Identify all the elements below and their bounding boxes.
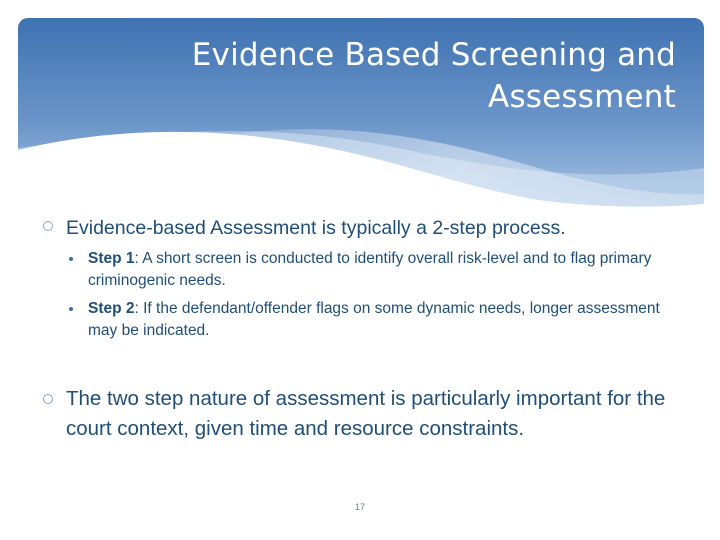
bullet-point-1-text: Evidence-based Assessment is typically a 2-step process. (66, 217, 566, 239)
open-circle-bullet-icon (43, 394, 53, 404)
sub-bullet-step-1 (40, 248, 680, 292)
bullet-point-1 (40, 214, 680, 242)
step-2-text: : If the defendant/offender flags on some dynamic needs, longer assessment may be indicated. (88, 300, 660, 339)
dot-bullet-icon (69, 257, 73, 261)
open-circle-bullet-icon (43, 221, 53, 231)
page-number: 17 (354, 502, 365, 512)
bullet-point-2-text: The two step nature of assessment is particularly important for the court context, given time and resource constraints. (66, 387, 666, 440)
step-2-label: Step 2 (88, 300, 135, 317)
step-1-label: Step 1 (88, 250, 135, 267)
sub-bullet-step-2 (40, 298, 680, 342)
dot-bullet-icon (69, 307, 73, 311)
slide-title: Evidence Based Screening and Assessment (191, 37, 676, 115)
step-1-text: : A short screen is conducted to identify overall risk-level and to flag primary criminogenic needs. (88, 250, 652, 289)
slide-content (40, 214, 680, 444)
bullet-point-2 (40, 384, 680, 444)
sub-bullet-list (40, 248, 680, 342)
